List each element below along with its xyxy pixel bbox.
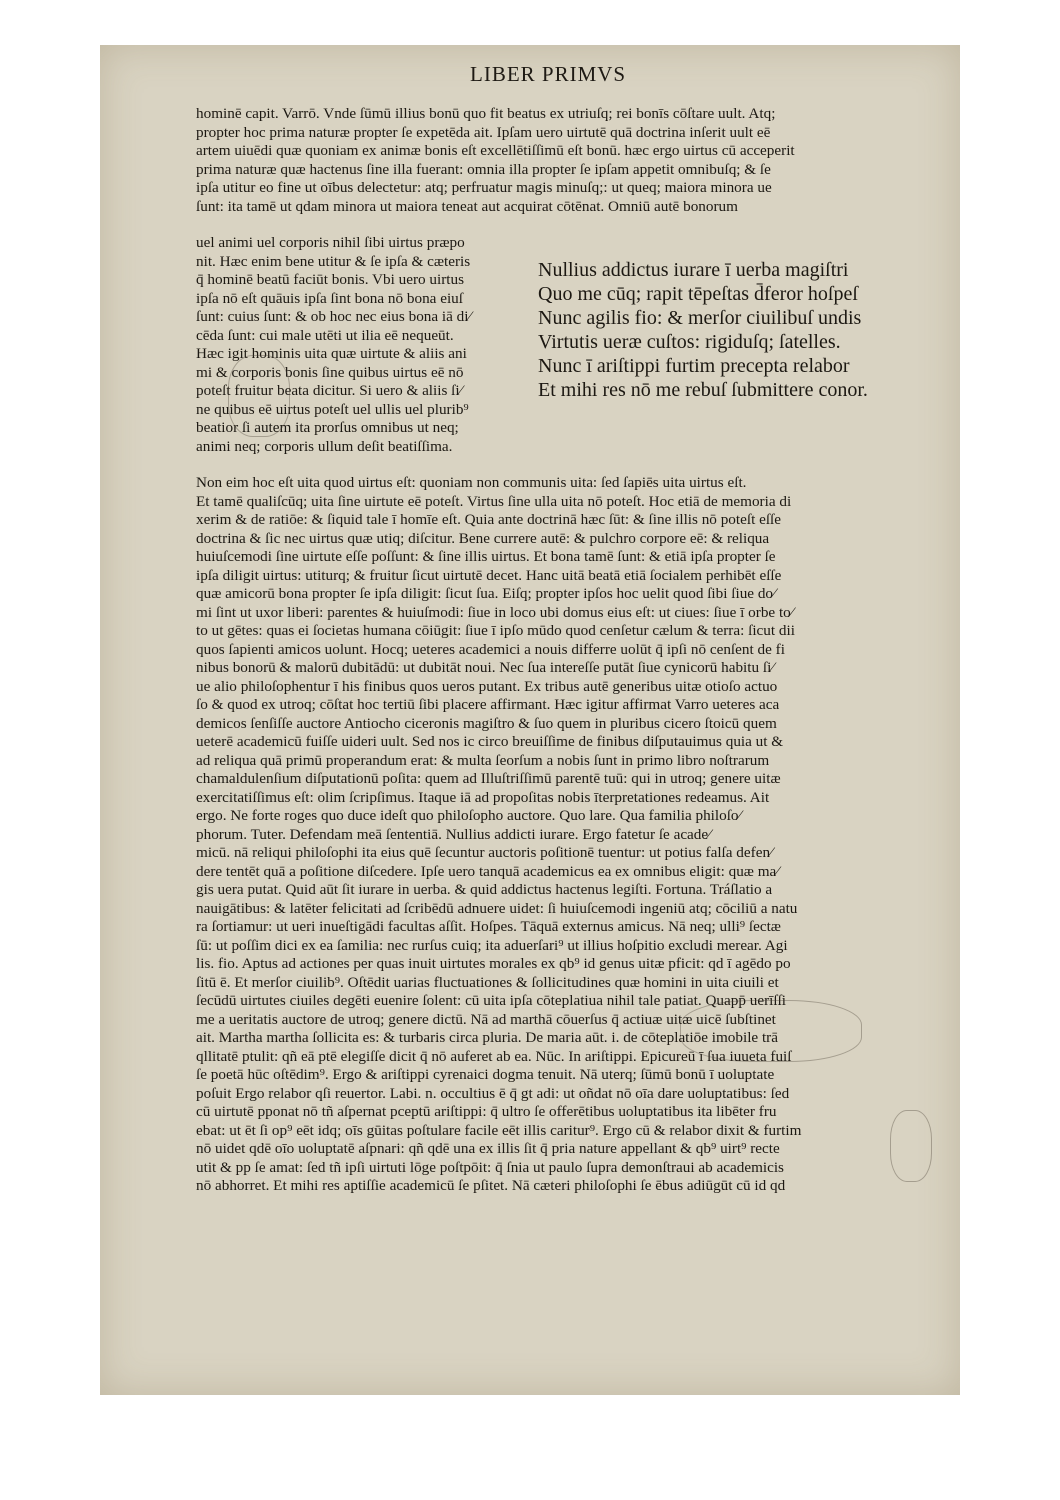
verse-block	[538, 258, 918, 402]
text-line: prima naturæ quæ hactenus ſine illa fuerant: omnia illa propter ſe ipſam appetit omnibuſq; & ſe	[196, 160, 771, 178]
text-line: qllitatē ptulit: qñ eā ptē elegiſſe dicit q̄ nō auferet ab ea. Nūc. In ariſtippi. Epicureū ī ſua iuueta fuiſ	[196, 1047, 792, 1065]
text-line: exercitatiſſimus eſt: olim ſcripſimus. Itaque iā ad propoſitas nobis īterpretationes redeamus. Ait	[196, 788, 770, 806]
text-line: huiuſcemodi ſine uirtute eſſe poſſunt: & ſine illis uirtus. Et bona tamē ſunt: & etiā ipſa propter ſe	[196, 548, 776, 565]
text-line: ebat: ut ēt ſi op⁹ eēt idq; oīs gūitas poſtulare facile eēt illis caritur⁹. Ergo cū & relabor dixit & furtim	[196, 1121, 802, 1139]
text-line: propter hoc prima naturæ propter ſe expetēda ait. Ipſam uero uirtutē quā doctrina inſerit uult eē	[196, 123, 771, 141]
text-line: mi ſint ut uxor liberi: parentes & huiuſmodi: ſiue in loco ubi domus eius eſt: ut ciues: ſiue ī orbe to⁄	[196, 603, 794, 621]
text-line: ſitū ē. Et merſor ciuilib⁹. Oſtēdit uarias fluctuationes & ſollicitudines quæ homini in uita ciuili et	[196, 973, 779, 991]
text-line: nibus bonorū & malorū dubitādū: ut dubitāt noui. Nec ſua intereſſe putāt ſiue cynicorū habitu ſi⁄	[196, 659, 774, 676]
text-line: ſunt: ita tamē ut qdam minora ut maiora teneat aut acquirat cōtēnat. Omniū autē bonorum	[196, 197, 738, 215]
text-line: hominē capit. Varrō. Vnde ſūmū illius bonū quo fit beatus ex utriuſq; rei bonīs cōſtare uult. Atq;	[196, 105, 776, 122]
text-line: mi & corporis bonis ſine quibus uirtus eē nō	[196, 363, 464, 381]
text-line: xerim & de ratiōe: & ſiquid tale ī homīe eſt. Quia ante doctrinā hæc ſūt: & ſine illis nō poteſt eſſe	[196, 511, 782, 528]
text-line: nō abhorret. Et mihi res aptiſſie academicū ſe pſitet. Nā cæteri philoſophi ſe ēbus adiūgūt cū id qd	[196, 1177, 786, 1194]
text-line: ſe poetā hūc oſtēdim⁹. Ergo & ariſtippi cyrenaici dogma tenuit. Nā uterq; ſūmū bonū ī uoluptate	[196, 1066, 775, 1083]
text-line: me a ueritatis auctore de utroq; genere dictū. Nā ad marthā cōuerſus q̄ actiuæ uitæ uicē ſubſtinet	[196, 1010, 776, 1028]
text-line: ipſa utitur eo fine ut oībus delectetur: atq; perfruatur magis minuſq;: ut queq; maiora minora ue	[196, 179, 772, 196]
text-line: ſo & quod ex utroq; cōſtat hoc tertiū ſibi placere affirmant. Hæc igitur affirmat Varro ueteres aca	[196, 696, 780, 713]
pen-scribble	[680, 1000, 862, 1062]
text-line: ipſa diligit uirtus: utiturq; & fruitur ſicut uirtutē decet. Hanc uitā beatā etiā ſocialem perhibēt eſſe	[196, 566, 782, 584]
verse-line: Et mihi res nō me rebuſ ſubmittere conor.	[538, 379, 868, 401]
text-line: Non eim hoc eſt uita quod uirtus eſt: quoniam non communis uita: ſed ſapiēs uita uirtus eſt.	[196, 474, 747, 491]
text-line: demicos ſenſiſſe auctore Antiocho ciceronis magiſtro & ſuo quem in pluribus cicero ſtoicū quem	[196, 714, 777, 732]
pen-scribble	[228, 355, 290, 437]
text-line: poſuit Ergo relabor qſi reuertor. Labi. n. occultius ē q̄ gt adi: ut oñdat nō oīa dare uoluptatibus: ſed	[196, 1084, 790, 1102]
running-header: LIBER PRIMVS	[470, 62, 627, 86]
text-line: to ut gētes: quas ei ſocietas humana cōiūgit: ſiue ī ipſo mūdo quod cenſetur cælum & terra: ſicut dii	[196, 622, 795, 639]
text-line: phorum. Tuter. Defendam meā ſententiā. Nullius addicti iurare. Ergo fatetur ſe acade⁄	[196, 825, 711, 843]
text-line: ra ſortiamur: ut ueri inueſtigādi facultas aſſit. Hoſpes. Tāquā externus amicus. Nā neq; ulli⁹ ſectæ	[196, 918, 781, 935]
bottom-text-block	[196, 474, 916, 1196]
text-line: ſū: ut poſſim dici ex ea ſamilia: nec rurſus cuiq; ita aduerſari⁹ ut illius hoſpitio excludi merear. Agi	[196, 936, 788, 954]
text-line: Et tamē qualiſcūq; uita ſine uirtute eē poteſt. Virtus ſine ulla uita nō poteſt. Hoc etiā de memoria di	[196, 492, 792, 510]
text-line: ait. Martha martha ſollicita es: & turbaris circa pluria. De maria aūt. i. de cōteplatiōe imobile trā	[196, 1029, 778, 1046]
text-line: poteſt fruitur beata dicitur. Si uero & aliis ſi⁄	[196, 382, 463, 399]
text-line: utit & pp ſe amat: ſed tñ ipſi uirtuti lōge poſtpōit: q̄ ſnia ut paulo ſupra demonſtraui ab academicis	[196, 1158, 784, 1176]
text-line: ue alio philoſophentur ī his finibus quos ueros putant. Ex tribus autē generibus uitæ otioſo actuo	[196, 677, 778, 695]
verse-line: Nullius addictus iurare ī uerba magiſtri	[538, 259, 849, 281]
text-line: gis uera putat. Quid aūt ſit iurare in uerba. & quid addictus hactenus legiſti. Fortuna. Tráſlatio a	[196, 881, 773, 898]
text-line: lis. fio. Aptus ad actiones per quas inuit uirtutes morales ex qb⁹ id genus uitæ pficit: qd ī agēdo po	[196, 955, 791, 972]
pen-scribble	[890, 1110, 932, 1182]
text-line: quos ſapienti amicos uolunt. Hocq; ueteres academici a nouis differre uolūt q̄ ipſi nō cenſent de fi	[196, 640, 785, 658]
text-line: ueterē academicū fuiſſe uideri uult. Sed nos ic circo breuiſſime de finibus diſputauimus quia ut &	[196, 733, 784, 750]
text-line: ſunt: cuius ſunt: & ob hoc nec eius bona iā di⁄	[196, 308, 472, 325]
text-line: nauigātibus: & latēter felicitati ad ſcribēdū adnuere uidet: ſi huiuſcemodi ingeniū atq; cōciliū a natu	[196, 899, 798, 917]
text-line: ne quibus eē uirtus poteſt uel ullis uel plurib⁹	[196, 400, 469, 418]
text-line: dere tentēt quā a poſitione diſcedere. Ipſe uero tanquā academicus ea ex omnibus eligit: quæ ma⁄	[196, 862, 779, 880]
text-line: animi neq; corporis ullum deſit beatiſſima.	[196, 437, 453, 455]
verse-line: Virtutis ueræ cuſtos: rigiduſq; ſatelles.	[538, 331, 841, 353]
text-line: q̄ hominē beatū faciūt bonis. Vbi uero uirtus	[196, 271, 464, 288]
verse-line: Nunc ī ariſtippi furtim precepta relabor	[538, 355, 850, 377]
text-line: Hæc igit hominis uita quæ uirtute & aliis ani	[196, 345, 467, 362]
text-line: uel animi uel corporis nihil ſibi uirtus præpo	[196, 234, 465, 251]
text-line: artem uiuēdi quæ quoniam ex animæ bonis eſt excellētiſſimū eſt bonū. hæc ergo uirtus cū acceperit	[196, 142, 795, 159]
text-line: micū. nā reliqui philoſophi ita eius quē ſecuntur auctoris poſitionē tuentur: ut potius falſa defen⁄	[196, 844, 773, 861]
text-line: beatior ſi autem ita prorſus omnibus ut neq;	[196, 419, 459, 436]
top-text-block	[196, 105, 926, 216]
text-line: chamaldulenſium diſputationū poſita: quem ad Illuſtriſſimū parentē tuū: qui in utroq; genere uitæ	[196, 770, 781, 787]
text-line: cū uirtutē pponat nō tñ aſpernat pceptū ariſtippi: q̄ ultro ſe offerētibus uoluptatibus ita libēter fru	[196, 1103, 777, 1120]
text-line: cēda ſunt: cui male utēti ut ilia eē nequeūt.	[196, 326, 454, 344]
verse-line: Nunc agilis fio: & merſor ciuilibuſ undis	[538, 307, 862, 329]
text-line: ergo. Ne forte roges quo duce ideſt quo philoſopho auctore. Quo lare. Qua familia philoſo⁄	[196, 807, 742, 824]
text-line: quæ amicorū bona propter ſe ipſa diligit: ſicut ſua. Eiſq; propter ipſos hoc uelit quod ſibi ſiue do⁄	[196, 585, 776, 602]
text-line: ipſa nō eſt quāuis ipſa ſint bona nō bona eiuſ	[196, 289, 463, 307]
text-line: nit. Hæc enim bene utitur & ſe ipſa & cæteris	[196, 252, 471, 270]
text-line: ſecūdū uirtutes ciuiles degēti euenire ſolent: cū uita ipſa cōteplatiua nihil tale patiat. Quapp̄ uerīſſi	[196, 992, 787, 1009]
text-line: nō uidet qdē oīo uoluptatē aſpnari: qñ qdē una ex illis ſit q̄ pria nature appellant & qb⁹ uirt⁹ recte	[196, 1140, 780, 1157]
text-line: doctrina & ſic nec uirtus quæ utiq; diſcitur. Bene currere autē: & pulchro corpore eē: & reliqua	[196, 529, 770, 547]
text-line: ad reliqua quā primū properandum erat: & multa ſeorſum a nobis ſunt in primo libro noſtrarum	[196, 751, 770, 769]
verse-line: Quo me cūq; rapit tēpeſtas d̄feror hoſpeſ	[538, 283, 858, 305]
